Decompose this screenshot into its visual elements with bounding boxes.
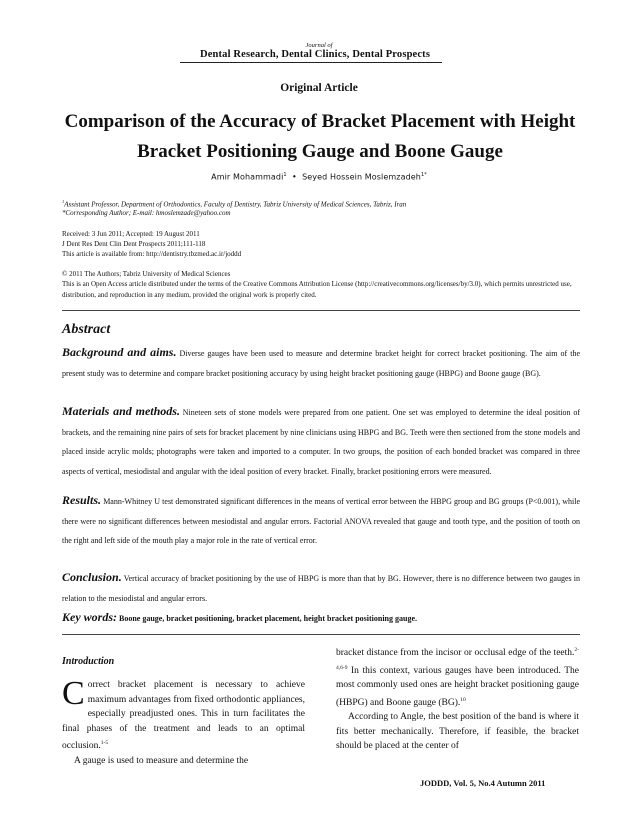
background-text: Diverse gauges have been used to measure and determine bracket height for correct bracket positioning. The aim of the present study was to determine and compare bracket positioning accuracy by using height bracket positioning gauge (HBPG) and Boone gauge (BG). (62, 349, 580, 378)
conclusion-label: Conclusion. (62, 570, 122, 584)
author-affiliation-mark: 1 (283, 172, 287, 178)
abstract-conclusion (62, 568, 580, 608)
keywords-text: Boone gauge, bracket positioning, bracket placement, height bracket positioning gauge. (119, 614, 418, 623)
license-text: This is an Open Access article distributed under the terms of the Creative Commons Attribution License (http://creativecommons.org/licenses/by/3.0), which permits unrestricted use, distribution, and reproduction in any medium, provided the original work is properly cited. (62, 280, 572, 299)
keywords (62, 608, 580, 629)
intro-paragraph (336, 643, 579, 710)
results-text: Mann-Whitney U test demonstrated significant differences in the means of vertical error between the HBPG group and BG groups (P<0.001), while there were no significant differences between mesiodistal and angular errors. Factorial ANOVA revealed that gauge and tooth type, and the position of tooth on the right and left side of the mouth play a major role in the rate of vertical error. (62, 497, 581, 545)
citation-ref: 10 (460, 696, 466, 703)
intro-paragraph-text: orrect bracket placement is necessary to achieve maximum advantages from fixed orthodontic appliances, especially preadjusted ones. This in turn facilitates the final phases of the treatment and leads to an optimal occlusion. (62, 680, 305, 752)
article-type: Original Article (280, 82, 358, 94)
background-label: Background and aims. (62, 345, 177, 359)
author-name: Seyed Hossein Moslemzadeh (302, 172, 421, 182)
availability-link[interactable]: This article is available from: http://dentistry.tbzmed.ac.ir/joddd (62, 250, 242, 258)
intro-paragraph: According to Angle, the best position of the band is where it fits better mechanically. Therefore, if feasible, the bracket should be placed at the center of (336, 712, 579, 752)
intro-paragraph-text: bracket distance from the incisor or occlusal edge of the teeth. (336, 648, 575, 659)
citation-ref: 2-4,6-9 (336, 647, 579, 671)
keywords-label: Key words: (62, 610, 117, 624)
methods-text: Nineteen sets of stone models were prepared from one patient. One set was employed to determine the ideal position of brackets, and the remaining nine pairs of sets for bracket placement by nine clinicians using HBPG and BG. Teeth were then sectioned from the stone models and placed inside acrylic molds; photographs were taken and imported to a computer. In two groups, the position of each bonded bracket was compared in three aspects of vertical, mesiodistal and angular with the ideal position of every bracket. Finally, bracket positioning errors were measured. (62, 408, 580, 476)
section-divider (62, 634, 580, 635)
introduction-heading: Introduction (62, 656, 115, 667)
article-title: Comparison of the Accuracy of Bracket Placement with Height Bracket Positioning Gauge and Boone Gauge (64, 111, 576, 162)
author-name: Amir Mohammadi (211, 172, 284, 182)
author-line (0, 172, 638, 182)
conclusion-text: Vertical accuracy of bracket positioning by the use of HBPG is more than that by BG. However, there is no difference between two gauges in relation to the mesiodistal and angular errors. (62, 574, 580, 603)
results-label: Results. (62, 493, 102, 507)
journal-footer: JODDD, Vol. 5, No.4 Autumn 2011 (420, 778, 546, 788)
section-divider (62, 310, 580, 311)
abstract-results (62, 491, 580, 551)
received-dates: Received: 3 Jun 2011; Accepted: 19 August 2011 (62, 230, 200, 238)
author-separator: • (291, 172, 297, 182)
affiliation-text: Assistant Professor, Department of Orthodontics, Faculty of Dentistry, Tabriz University of Medical Sciences, Tabriz, Iran (64, 200, 407, 209)
citation: J Dent Res Dent Clin Dent Prospects 2011;111-118 (62, 240, 206, 248)
author-affiliation-mark: 1* (420, 172, 427, 178)
journal-of-label: Journal of (305, 42, 333, 49)
corresponding-author: *Corresponding Author; E-mail: hmoslemzade@yahoo.com (62, 209, 231, 217)
body-column-left (62, 675, 305, 768)
intro-paragraph: A gauge is used to measure and determine the (74, 755, 249, 766)
header-divider (180, 62, 442, 63)
abstract-heading: Abstract (62, 322, 111, 337)
intro-paragraph (62, 675, 305, 754)
methods-label: Materials and methods. (62, 404, 180, 418)
intro-paragraph-text: In this context, various gauges have been introduced. The most commonly used ones are height bracket positioning gauge (HBPG) and Boone gauge (BG). (336, 665, 579, 708)
affiliation-mark: 1 (62, 199, 65, 204)
drop-cap: C (62, 675, 85, 712)
citation-ref: 1-5 (100, 740, 109, 746)
journal-name: Dental Research, Dental Clinics, Dental Prospects (200, 49, 431, 60)
copyright-line: © 2011 The Authors; Tabriz University of Medical Sciences (62, 270, 231, 278)
abstract-background (62, 343, 580, 383)
body-column-right (336, 643, 579, 754)
abstract-methods (62, 402, 580, 481)
